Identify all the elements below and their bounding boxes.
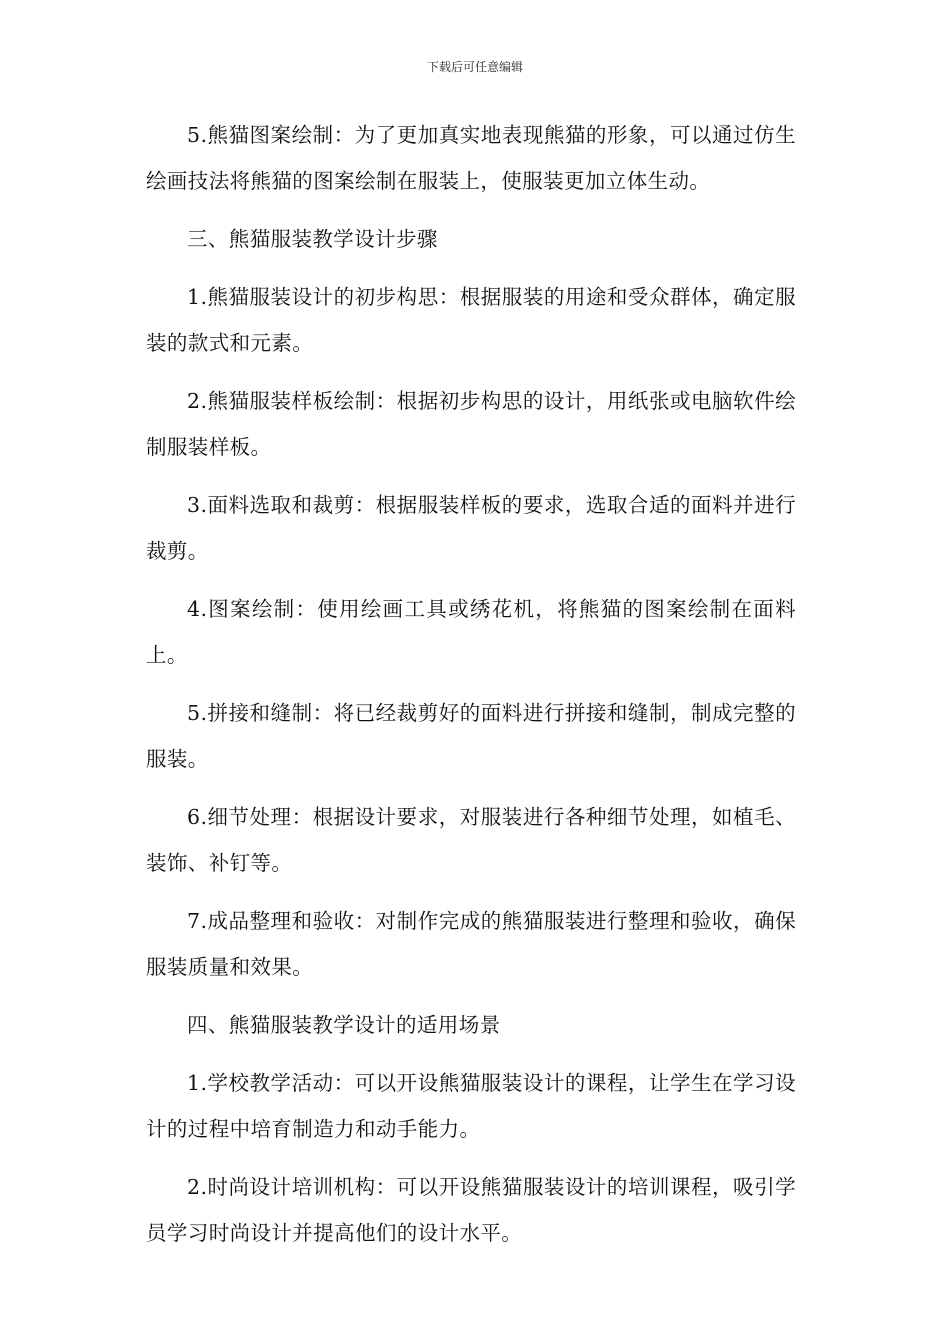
scenario-2-training: 2.时尚设计培训机构：可以开设熊猫服装设计的培训课程，吸引学员学习时尚设计并提高他们的设计水平。	[146, 1175, 796, 1245]
section-heading-steps: 三、熊猫服装教学设计步骤	[187, 227, 438, 251]
document-body	[146, 112, 796, 1268]
step-1-concept: 1.熊猫服装设计的初步构思：根据服装的用途和受众群体，确定服装的款式和元素。	[146, 285, 796, 355]
step-3-fabric-cutting: 3.面料选取和裁剪：根据服装样板的要求，选取合适的面料并进行裁剪。	[146, 493, 796, 563]
scenario-1-school: 1.学校教学活动：可以开设熊猫服装设计的课程，让学生在学习设计的过程中培育制造力和动手能力。	[146, 1071, 796, 1141]
paragraph-pattern-drawing: 5.熊猫图案绘制：为了更加真实地表现熊猫的形象，可以通过仿生绘画技法将熊猫的图案绘制在服装上，使服装更加立体生动。	[146, 123, 796, 193]
step-5-sewing: 5.拼接和缝制：将已经裁剪好的面料进行拼接和缝制，制成完整的服装。	[146, 701, 796, 771]
step-2-template: 2.熊猫服装样板绘制：根据初步构思的设计，用纸张或电脑软件绘制服装样板。	[146, 389, 796, 459]
step-6-details: 6.细节处理：根据设计要求，对服装进行各种细节处理，如植毛、装饰、补钉等。	[146, 805, 796, 875]
section-heading-scenarios: 四、熊猫服装教学设计的适用场景	[187, 1013, 501, 1037]
step-4-pattern-drawing: 4.图案绘制：使用绘画工具或绣花机，将熊猫的图案绘制在面料上。	[146, 597, 796, 667]
step-7-finishing: 7.成品整理和验收：对制作完成的熊猫服装进行整理和验收，确保服装质量和效果。	[146, 909, 796, 979]
page-header: 下载后可任意编辑	[426, 60, 523, 74]
